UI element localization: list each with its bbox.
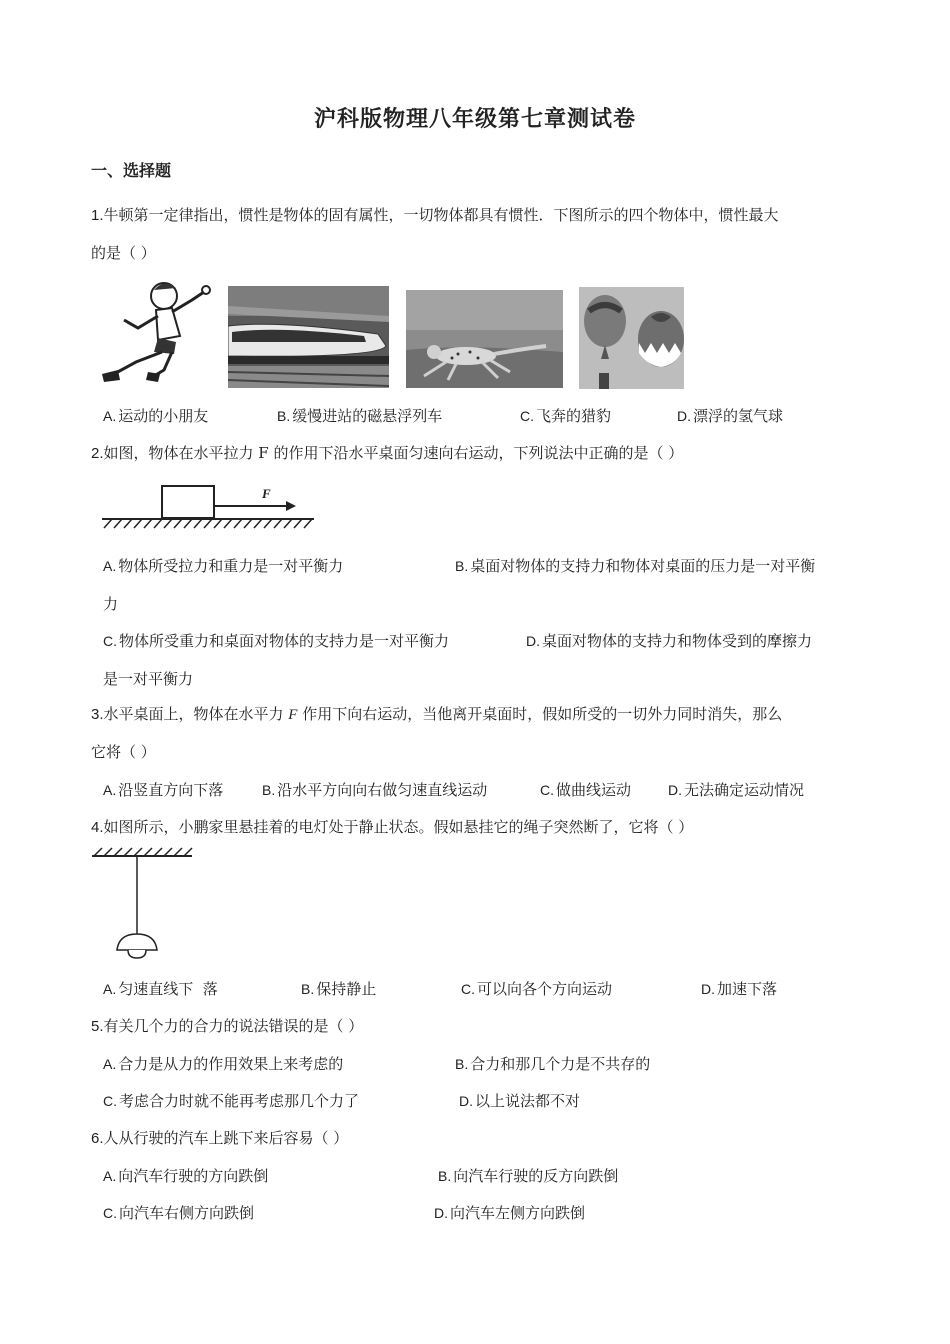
question-2-text: 如图，物体在水平拉力 F 的作用下沿水平桌面匀速向右运动，下列说法中正确的是（ ） [103,444,684,462]
option-label: A. [103,1056,117,1072]
option-label: B. [262,782,276,798]
option-text: 无法确定运动情况 [684,781,805,799]
running-child-image [92,274,216,386]
q6-option-a[interactable] [103,1165,268,1186]
option-text: 以上说法都不对 [475,1092,581,1110]
option-text: 桌面对物体的支持力和物体受到的摩擦力 [542,632,813,650]
option-label: B. [301,981,315,997]
q3-option-c[interactable] [540,779,631,800]
option-text: 向汽车左侧方向跌倒 [450,1204,586,1222]
q4-option-b[interactable] [301,978,376,999]
question-1-line-2: 的是（ ） [91,244,156,262]
hydrogen-balloons-image [579,287,684,389]
question-2-line-1 [91,434,683,473]
option-label: A. [103,558,117,574]
q2-option-d-continued: 是一对平衡力 [103,670,194,688]
maglev-train-image [228,286,389,388]
option-label: C. [103,1205,117,1221]
q1-option-d[interactable] [677,405,783,426]
q4-option-c[interactable] [461,978,612,999]
question-2-number: 2. [91,445,104,462]
question-3-line-1 [91,695,782,734]
option-text: 漂浮的氢气球 [693,407,784,425]
option-label: C. [540,782,554,798]
cheetah-image [406,290,563,388]
q1-option-b[interactable] [277,405,442,426]
question-3-number: 3. [91,706,104,723]
option-label: C. [461,981,475,997]
question-5-text: 有关几个力的合力的说法错误的是（ ） [103,1017,364,1035]
question-6-line-1 [91,1119,348,1158]
option-text: 桌面对物体的支持力和物体对桌面的压力是一对平衡 [470,557,816,575]
option-label: A. [103,408,117,424]
option-label: B. [455,1056,469,1072]
option-label: B. [455,558,469,574]
question-1-line-1 [91,196,779,235]
option-text: 向汽车行驶的反方向跌倒 [453,1167,619,1185]
option-label: D. [459,1093,473,1109]
option-text: 沿水平方向向右做匀速直线运动 [277,781,488,799]
force-label: F [262,486,271,501]
question-3-line-2: 它将（ ） [91,743,156,761]
option-text: 合力是从力的作用效果上来考虑的 [118,1055,344,1073]
option-text: 向汽车右侧方向跌倒 [119,1204,255,1222]
q5-option-b[interactable] [455,1053,650,1074]
option-text: 考虑合力时就不能再考虑那几个力了 [119,1092,360,1110]
force-symbol: F [288,707,298,723]
option-text: 运动的小朋友 [118,407,209,425]
option-text: 匀速直线下 落 [118,980,218,998]
q2-option-a[interactable] [103,555,343,576]
hanging-lamp-figure [90,846,194,964]
q4-option-a[interactable] [103,978,218,999]
question-1-number: 1. [91,207,104,224]
q6-option-d[interactable] [434,1202,585,1223]
option-text: 可以向各个方向运动 [477,980,613,998]
q4-option-d[interactable] [701,978,777,999]
question-4-number: 4. [91,819,104,836]
option-label: B. [438,1168,452,1184]
option-label: C. [520,408,534,424]
q6-option-b[interactable] [438,1165,618,1186]
option-label: C. [103,1093,117,1109]
q6-option-c[interactable] [103,1202,254,1223]
option-label: A. [103,1168,117,1184]
q5-option-a[interactable] [103,1053,343,1074]
question-1-text: 牛顿第一定律指出，惯性是物体的固有属性，一切物体都具有惯性．下图所示的四个物体中，惯性最大 [103,206,779,224]
option-label: A. [103,981,117,997]
option-label: D. [434,1205,448,1221]
question-5-number: 5. [91,1018,104,1035]
q5-option-c[interactable] [103,1090,359,1111]
q1-option-c[interactable] [520,405,611,426]
q5-option-d[interactable] [459,1090,580,1111]
option-label: C. [103,633,117,649]
option-text: 飞奔的猎豹 [536,407,612,425]
q3-option-d[interactable] [668,779,804,800]
section-heading: 一、选择题 [91,161,172,180]
option-text: 物体所受拉力和重力是一对平衡力 [118,557,344,575]
option-label: D. [668,782,682,798]
option-text: 做曲线运动 [556,781,632,799]
q3-option-a[interactable] [103,779,223,800]
question-3-text-b: 作用下向右运动，当他离开桌面时，假如所受的一切外力同时消失，那么 [297,705,783,723]
option-label: B. [277,408,291,424]
q1-option-a[interactable] [103,405,208,426]
question-4-line-1 [91,808,693,847]
block-on-table-figure [100,476,316,534]
option-text: 缓慢进站的磁悬浮列车 [292,407,443,425]
option-label: D. [677,408,691,424]
option-label: D. [701,981,715,997]
option-label: D. [526,633,540,649]
option-text: 向汽车行驶的方向跌倒 [118,1167,269,1185]
q3-option-b[interactable] [262,779,487,800]
q2-option-d[interactable] [526,630,812,651]
question-3-text-a: 水平桌面上，物体在水平力 [103,705,289,723]
option-text: 沿竖直方向下落 [118,781,224,799]
option-text: 物体所受重力和桌面对物体的支持力是一对平衡力 [119,632,450,650]
question-4-text: 如图所示，小鹏家里悬挂着的电灯处于静止状态。假如悬挂它的绳子突然断了，它将（ ） [103,818,694,836]
question-6-number: 6. [91,1130,104,1147]
option-text: 加速下落 [717,980,778,998]
option-text: 合力和那几个力是不共存的 [470,1055,651,1073]
option-text: 保持静止 [316,980,377,998]
q2-option-c[interactable] [103,630,449,651]
q2-option-b-continued: 力 [103,595,119,613]
question-6-text: 人从行驶的汽车上跳下来后容易（ ） [103,1129,349,1147]
option-label: A. [103,782,117,798]
question-5-line-1 [91,1007,363,1046]
q2-option-b[interactable] [455,555,815,576]
page-title: 沪科版物理八年级第七章测试卷 [313,106,636,132]
